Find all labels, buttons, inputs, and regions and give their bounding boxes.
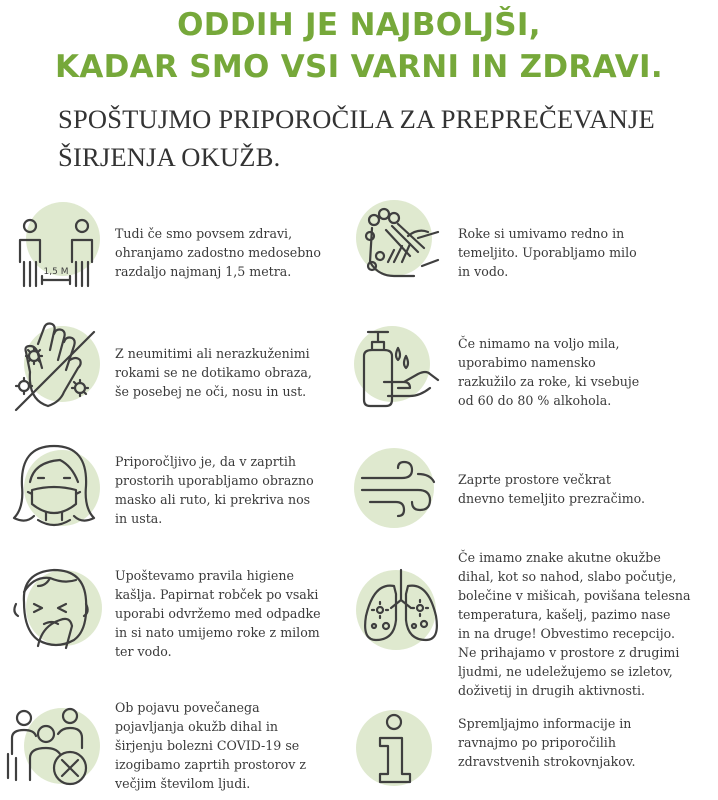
subheading-line-1: SPOŠTUJMO PRIPOROČILA ZA PREPREČEVANJE: [58, 104, 655, 134]
tip-text: Roke si umivamo redno in temeljito. Uporabljamo milo in vodo.: [458, 226, 637, 279]
tip-text: Tudi če smo povsem zdravi, ohranjamo zadostno medosebno razdaljo najmanj 1,5 metra.: [115, 226, 321, 279]
headline: [0, 4, 718, 88]
tip-text: Če imamo znake akutne okužbe dihal, kot so nahod, slabo počutje, bolečine v mišicah, povišana telesna temperatura, kašelj, pazimo nase in na druge! Obvestimo recepcijo. Ne prihajamo v prostore z drugimi ljudmi, ne udeležujemo se izletov, doživetij in drugih aktivnosti.: [458, 550, 691, 698]
distance-label: 1,5 M: [43, 267, 69, 277]
hand-washing-icon: [358, 206, 444, 292]
cough-tissue-icon: [10, 562, 100, 652]
ventilation-wind-icon: [360, 460, 440, 520]
tip-social-distance: [0, 200, 350, 300]
hand-sanitizer-icon: [354, 326, 444, 416]
tip-cough-hygiene: [0, 560, 350, 680]
tip-hand-sanitizer: [350, 320, 718, 420]
no-crowds-icon: [6, 704, 98, 792]
subheading: [58, 100, 698, 176]
tip-text: Zaprte prostore večkrat dnevno temeljito prezračimo.: [458, 472, 646, 506]
tip-face-mask: [0, 440, 350, 540]
headline-line-1: ODDIH JE NAJBOLJŠI,: [177, 7, 541, 43]
social-distance-icon: [8, 214, 104, 290]
information-icon: [370, 712, 420, 786]
tip-no-face-touch: [0, 320, 350, 420]
lungs-virus-icon: [358, 564, 444, 650]
tip-avoid-crowds: [0, 690, 350, 800]
tip-text: Z neumitimi ali nerazkuženimi rokami se ne dotikamo obraza, še posebej ne oči, nosu in ust.: [115, 346, 312, 399]
face-mask-icon: [8, 442, 100, 534]
no-touch-face-icon: [8, 320, 104, 416]
subheading-line-2: ŠIRJENJA OKUŽB.: [58, 142, 281, 172]
tip-text: Priporočljivo je, da v zaprtih prostorih uporabljamo obrazno masko ali ruto, ki prekriva nos in usta.: [115, 454, 314, 526]
tip-text: Upoštevamo pravila higiene kašlja. Papirnat robček po vsaki uporabi odvržemo med odpadke in si nato umijemo roke z milom ter vodo.: [115, 568, 321, 659]
tip-text: Ob pojavu povečanega pojavljanja okužb dihal in širjenju bolezni COVID-19 se izogibamo zaprtih prostorov z večjim številom ljudi.: [115, 700, 306, 791]
tip-information: [350, 690, 718, 800]
tip-respiratory-symptoms: [350, 548, 718, 698]
headline-line-2: KADAR SMO VSI VARNI IN ZDRAVI.: [55, 49, 663, 85]
tip-text: Če nimamo na voljo mila, uporabimo namensko razkužilo za roke, ki vsebuje od 60 do 80 % alkohola.: [458, 336, 640, 408]
tip-ventilation: [350, 440, 718, 540]
tip-hand-washing: [350, 200, 718, 300]
tip-text: Spremljajmo informacije in ravnajmo po priporočilih zdravstvenih strokovnjakov.: [458, 716, 636, 769]
